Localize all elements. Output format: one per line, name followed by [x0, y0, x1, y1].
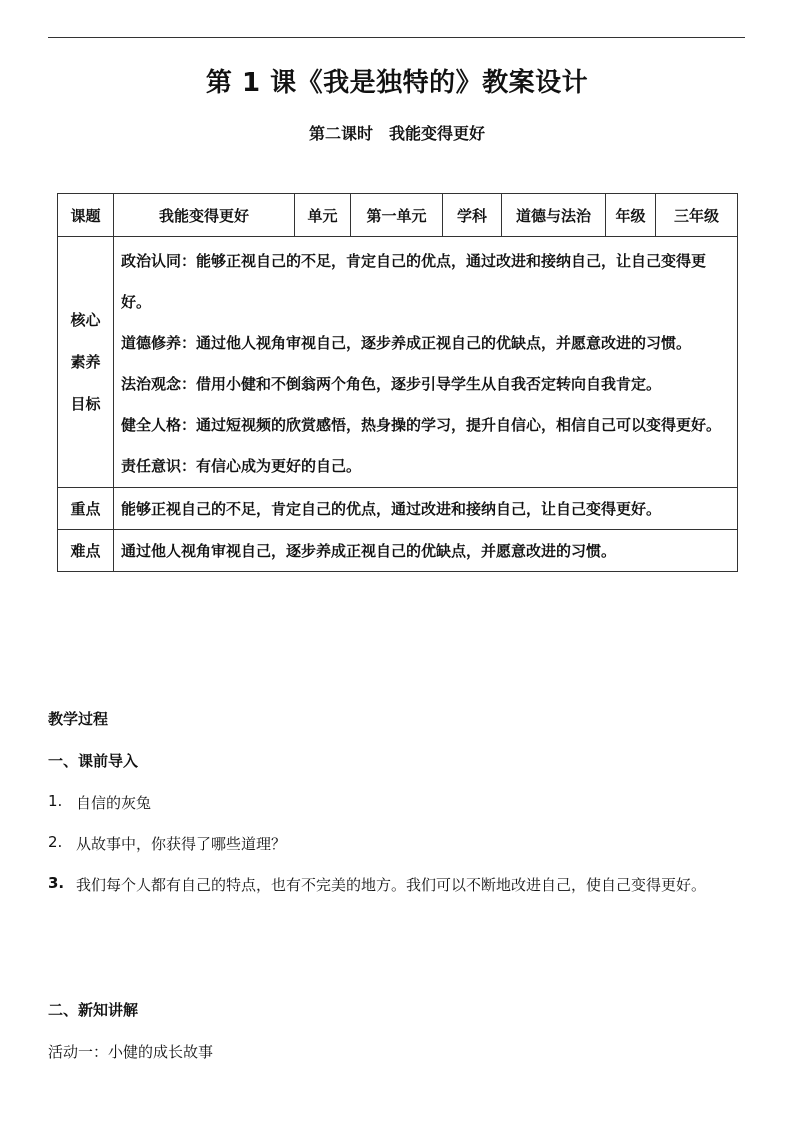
header-rule	[48, 37, 745, 38]
section-heading-new-knowledge: 二、新知讲解	[48, 1001, 139, 1019]
list-text: 自信的灰兔	[76, 794, 152, 812]
key-point-row	[58, 488, 738, 530]
unit-value: 第一单元	[351, 194, 443, 237]
goals-label	[58, 237, 114, 488]
list-number: 3.	[48, 874, 65, 892]
key-point-label: 重点	[58, 488, 114, 530]
subject-label: 学科	[443, 194, 502, 237]
goals-content	[114, 237, 738, 488]
goal-law: 法治观念：借用小健和不倒翁两个角色，逐步引导学生从自我否定转向自我肯定。	[121, 375, 662, 393]
document-subtitle: 第二课时 我能变得更好	[308, 124, 485, 143]
difficulty-text: 通过他人视角审视自己，逐步养成正视自己的优缺点，并愿意改进的习惯。	[114, 530, 738, 572]
subject-value: 道德与法治	[502, 194, 606, 237]
goals-row	[58, 237, 738, 488]
grade-label: 年级	[606, 194, 656, 237]
list-text: 我们每个人都有自己的特点，也有不完美的地方。我们可以不断地改进自己，使自己变得更好。	[76, 876, 707, 894]
table-header-row	[58, 194, 738, 237]
topic-value: 我能变得更好	[114, 194, 295, 237]
difficulty-row	[58, 530, 738, 572]
goal-moral: 道德修养：通过他人视角审视自己，逐步养成正视自己的优缺点，并愿意改进的习惯。	[121, 334, 692, 352]
goals-label-line: 核心	[70, 311, 101, 329]
list-number: 1.	[48, 792, 63, 810]
list-text: 从故事中，你获得了哪些道理？	[76, 835, 287, 853]
goal-responsibility: 责任意识：有信心成为更好的自己。	[121, 457, 362, 475]
goals-label-line: 目标	[70, 395, 101, 413]
difficulty-label: 难点	[58, 530, 114, 572]
goal-personality: 健全人格：通过短视频的欣赏感悟，热身操的学习，提升自信心，相信自己可以变得更好。	[121, 416, 722, 434]
goal-political: 政治认同：能够正视自己的不足，肯定自己的优点，通过改进和接纳自己，让自己变得更好。	[121, 252, 707, 311]
list-number: 2.	[48, 833, 63, 851]
activity-title: 活动一：小健的成长故事	[48, 1043, 214, 1061]
lesson-plan-table	[57, 193, 738, 572]
process-heading: 教学过程	[48, 710, 109, 728]
goals-label-line: 素养	[70, 353, 101, 371]
grade-value: 三年级	[656, 194, 738, 237]
list-item	[48, 863, 748, 907]
section-heading-intro: 一、课前导入	[48, 752, 139, 770]
unit-label: 单元	[295, 194, 351, 237]
list-item	[48, 781, 748, 825]
list-item	[48, 822, 748, 866]
topic-label: 课题	[58, 194, 114, 237]
document-title: 第 1 课《我是独特的》教案设计	[205, 68, 589, 98]
key-point-text: 能够正视自己的不足，肯定自己的优点，通过改进和接纳自己，让自己变得更好。	[114, 488, 738, 530]
